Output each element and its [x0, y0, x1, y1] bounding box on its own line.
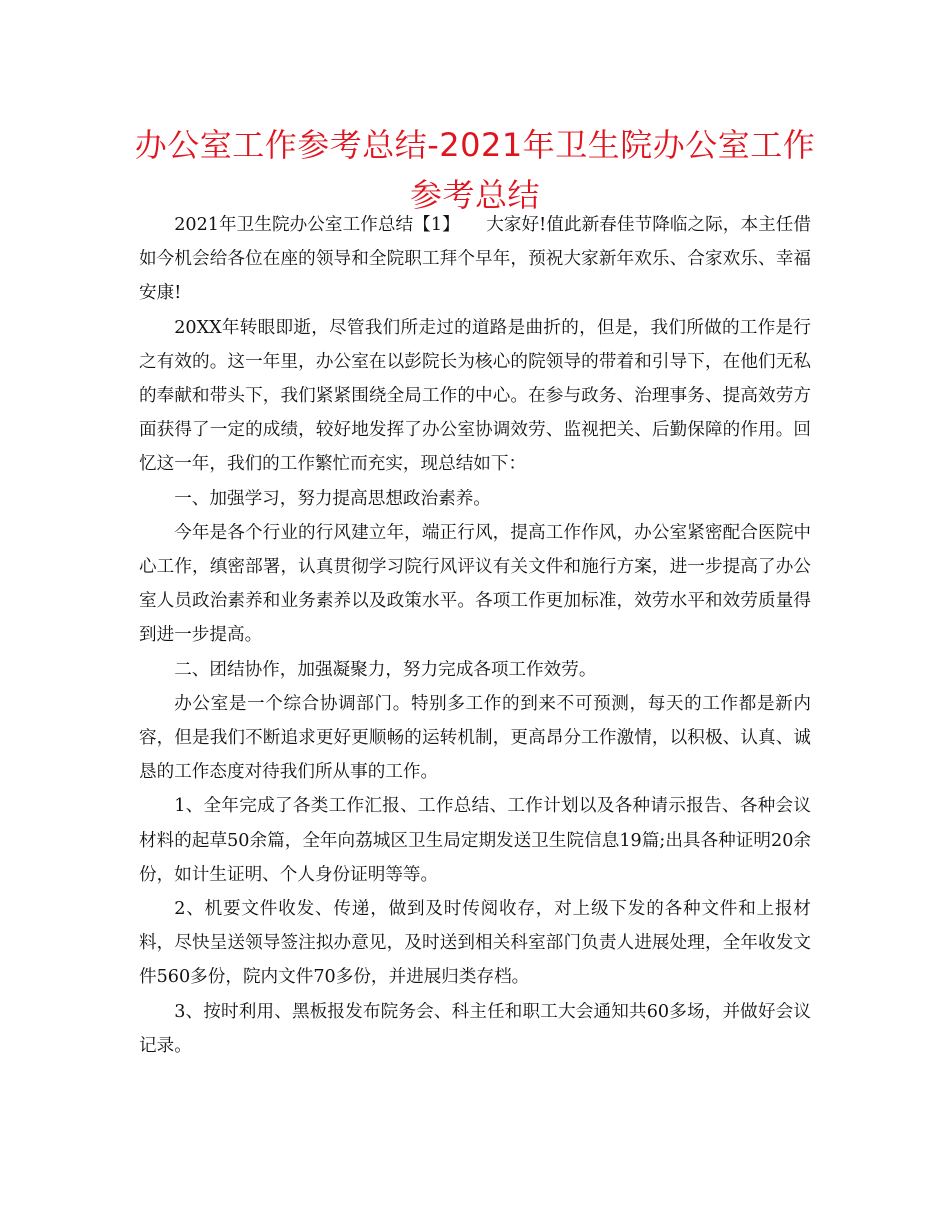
- document-body: [139, 208, 811, 1063]
- paragraph: 2021年卫生院办公室工作总结【1】 大家好!值此新春佳节降临之际，本主任借如今机会给各位在座的领导和全院职工拜个早年，预祝大家新年欢乐、合家欢乐、幸福安康!: [139, 215, 811, 304]
- paragraph: 办公室是一个综合协调部门。特别多工作的到来不可预测，每天的工作都是新内容，但是我们不断追求更好更顺畅的运转机制，更高昂分工作激情，以积极、认真、诚恳的工作态度对待我们所从事的工作。: [139, 693, 811, 783]
- section-heading: 二、团结协作，加强凝聚力，努力完成各项工作效劳。: [174, 659, 597, 680]
- list-item: 3、按时利用、黑板报发布院务会、科主任和职工大会通知共60多场，并做好会议记录。: [139, 1001, 811, 1056]
- document-title: 办公室工作参考总结-2021年卫生院办公室工作参考总结: [134, 126, 816, 214]
- list-item: 1、全年完成了各类工作汇报、工作总结、工作计划以及各种请示报告、各种会议材料的起草50余篇，全年向荔城区卫生局定期发送卫生院信息19篇;出具各种证明20余份，如计生证明、个人身份证明等等。: [139, 796, 811, 885]
- paragraph: 今年是各个行业的行风建立年，端正行风，提高工作作风，办公室紧密配合医院中心工作，缜密部署，认真贯彻学习院行风评议有关文件和施行方案，进一步提高了办公室人员政治素养和业务素养以及政策水平。各项工作更加标准，效劳水平和效劳质量得到进一步提高。: [139, 522, 811, 646]
- paragraph: 20XX年转眼即逝，尽管我们所走过的道路是曲折的，但是，我们所做的工作是行之有效的。这一年里，办公室在以彭院长为核心的院领导的带着和引导下，在他们无私的奉献和带头下，我们紧紧围绕全局工作的中心。在参与政务、治理事务、提高效劳方面获得了一定的成绩，较好地发挥了办公室协调效劳、监视把关、后勤保障的作用。回忆这一年，我们的工作繁忙而充实，现总结如下：: [139, 317, 811, 475]
- section-heading: 一、加强学习，努力提高思想政治素养。: [174, 488, 491, 509]
- list-item: 2、机要文件收发、传递，做到及时传阅收存，对上级下发的各种文件和上报材料，尽快呈送领导签注拟办意见，及时送到相关科室部门负责人进展处理，全年收发文件560多份，院内文件70多份，并进展归类存档。: [139, 899, 811, 988]
